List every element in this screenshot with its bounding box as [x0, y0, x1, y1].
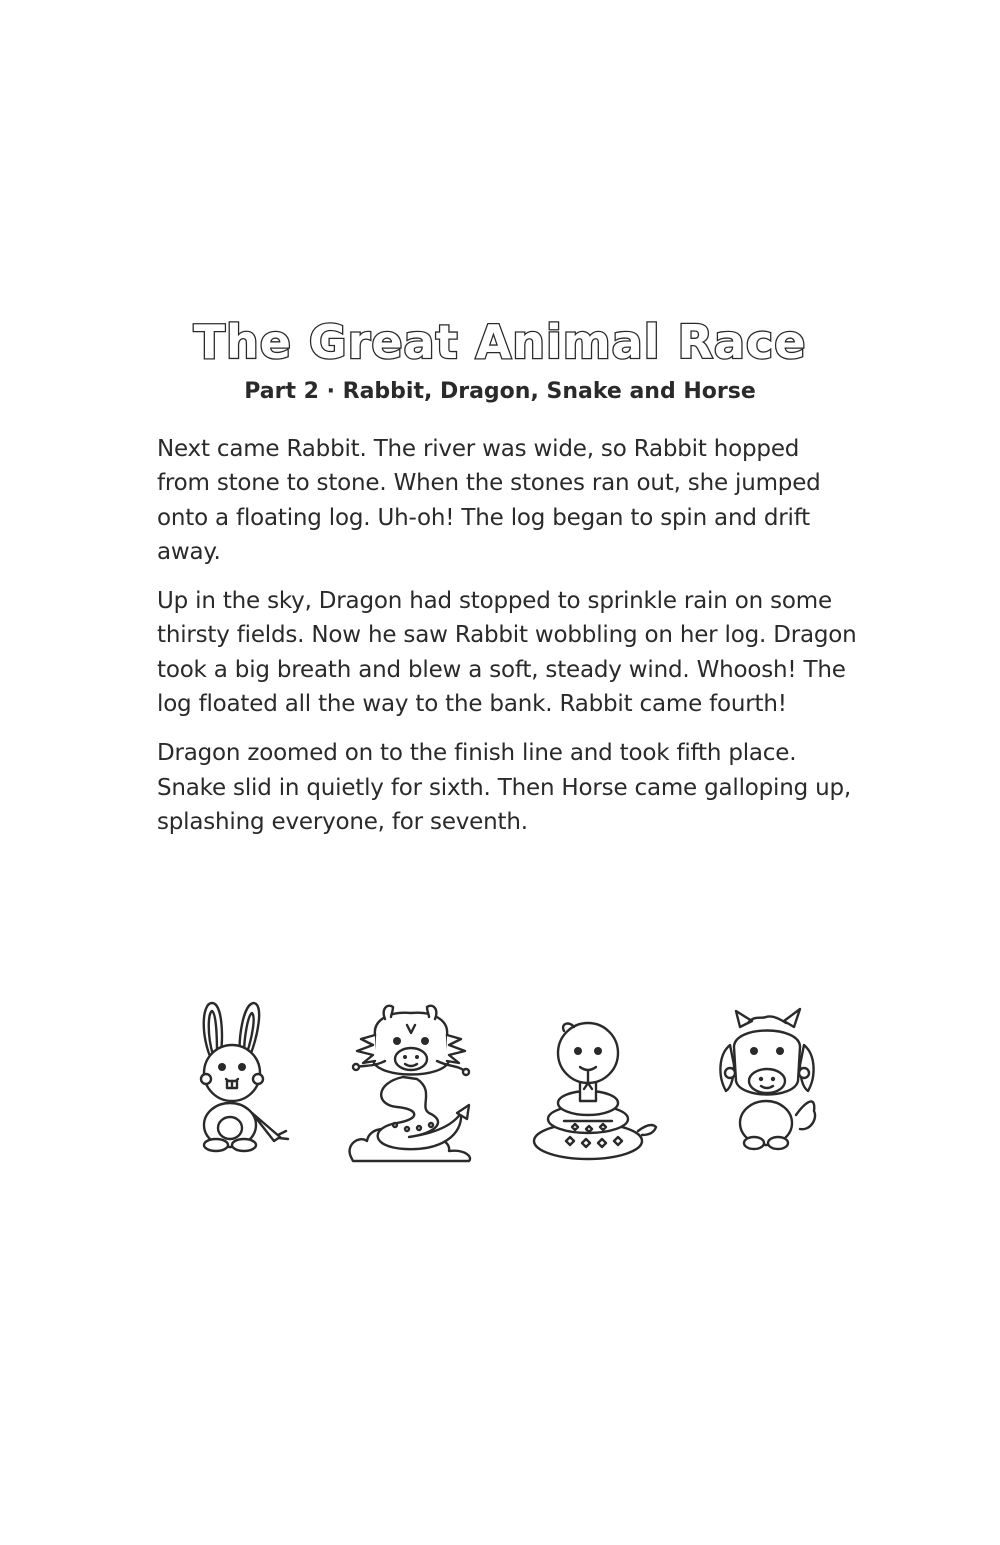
dragon-icon: [345, 995, 485, 1165]
snake-icon: [530, 995, 665, 1165]
story-paragraph-1: Next came Rabbit. The river was wide, so Rabbit hopped from stone to stone. When the stones ran out, she jumped onto a floating log. Uh-oh! The log began to spin and drift away.: [157, 436, 821, 565]
rabbit-icon: [190, 995, 300, 1160]
page-subtitle: Part 2 · Rabbit, Dragon, Snake and Horse: [244, 379, 756, 404]
story-paragraph-2: Up in the sky, Dragon had stopped to sprinkle rain on some thirsty fields. Now he saw Rabbit wobbling on her log. Dragon took a big breath and blew a soft, steady wind. Whoosh! The log floated all the way to the bank. Rabbit came fourth!: [157, 588, 857, 718]
horse-icon: [710, 995, 825, 1160]
story-text: [157, 432, 857, 854]
animal-illustrations: [180, 995, 830, 1175]
story-paragraph-3: Dragon zoomed on to the finish line and took fifth place. Snake slid in quietly for sixth. Then Horse came galloping up, splashing everyone, for seventh.: [157, 740, 852, 835]
page-title: The Great Animal Race: [193, 315, 807, 369]
